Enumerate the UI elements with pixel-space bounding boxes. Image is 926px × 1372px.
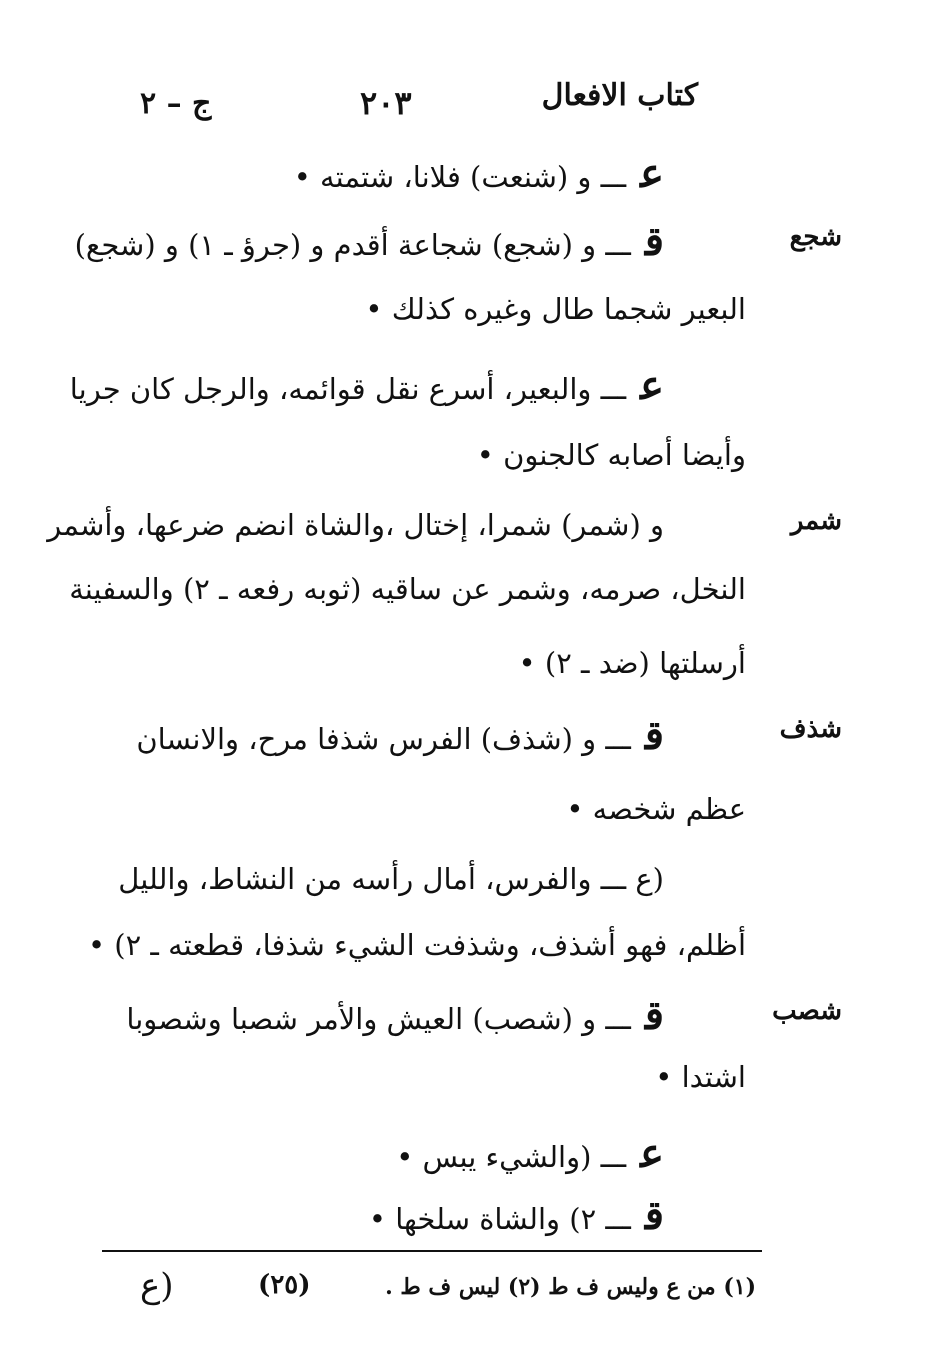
line-text: عظم شخصه • [566, 792, 746, 826]
line-text: أظلم، فهو أشذف، وشذفت الشيء شذفا، قطعته ـ ٢) • [87, 928, 746, 962]
source-marker: ق [644, 218, 664, 265]
line-text: (ع ـــ والفرس، أمال رأسه من النشاط، والليل [118, 862, 664, 896]
text-line [88, 928, 746, 962]
line-text: ـــ والبعير، أسرع نقل قوائمه، والرجل كان جريا [69, 372, 627, 406]
text-line [365, 292, 746, 326]
footnote-text: (١) من ع وليس ف ط (٢) ليس ف ط . [385, 1274, 756, 1300]
source-marker: ع [640, 1130, 664, 1177]
root-word-shadhaf: شذف [779, 714, 842, 744]
line-text: وأيضا أصابه كالجنون • [476, 438, 746, 472]
text-line [69, 572, 746, 606]
root-word-shasab: شصب [772, 996, 842, 1026]
text-line [70, 362, 664, 409]
text-line [566, 792, 746, 826]
line-text: ـــ و (شذف) الفرس شذفا مرح، والانسان [136, 722, 631, 756]
line-text: ـــ (والشيء يبس • [396, 1140, 627, 1174]
footnote-count: (٢٥) [258, 1270, 311, 1300]
text-line [118, 862, 664, 896]
line-text: و (شمر) شمرا، إختال ،والشاة انضم ضرعها، وأشمر [47, 508, 664, 542]
line-text: ـــ و (شنعت) فلانا، شتمته • [293, 160, 627, 194]
page-number: ٢٠٣ [360, 84, 412, 122]
running-title: كتاب الافعال [541, 78, 698, 113]
source-marker: ق [644, 1192, 664, 1239]
line-text: ـــ ٢) والشاة سلخها • [368, 1202, 631, 1236]
line-text: اشتدا • [655, 1060, 746, 1094]
text-line [294, 150, 664, 197]
text-line [519, 646, 746, 680]
line-text: ـــ و (شصب) العيش والأمر شصبا وشصوبا [126, 1002, 631, 1036]
text-line [136, 712, 664, 759]
text-line [369, 1192, 664, 1239]
line-text: النخل، صرمه، وشمر عن ساقيه (ثوبه رفعه ـ ٢) والسفينة [69, 572, 746, 606]
text-line [655, 1060, 746, 1094]
source-marker: ع [640, 150, 664, 197]
line-text: أرسلتها (ضد ـ ٢) • [518, 646, 746, 680]
text-line [75, 218, 664, 265]
footnote-divider [102, 1250, 762, 1252]
source-marker: ع [640, 362, 664, 409]
text-line [396, 1130, 664, 1177]
signature-mark: (ع [140, 1266, 174, 1306]
root-word-shaja: شجع [789, 222, 842, 252]
line-text: البعير شجما طال وغيره كذلك • [365, 292, 746, 326]
volume-label: ج – ٢ [140, 86, 212, 121]
source-marker: ق [644, 712, 664, 759]
text-line [126, 992, 664, 1039]
source-marker: ق [644, 992, 664, 1039]
text-line [47, 508, 664, 542]
root-word-shamar: شمر [790, 506, 842, 536]
text-line [477, 438, 746, 472]
line-text: ـــ و (شجع) شجاعة أقدم و (جرؤ ـ ١) و (شجع) [74, 228, 631, 262]
